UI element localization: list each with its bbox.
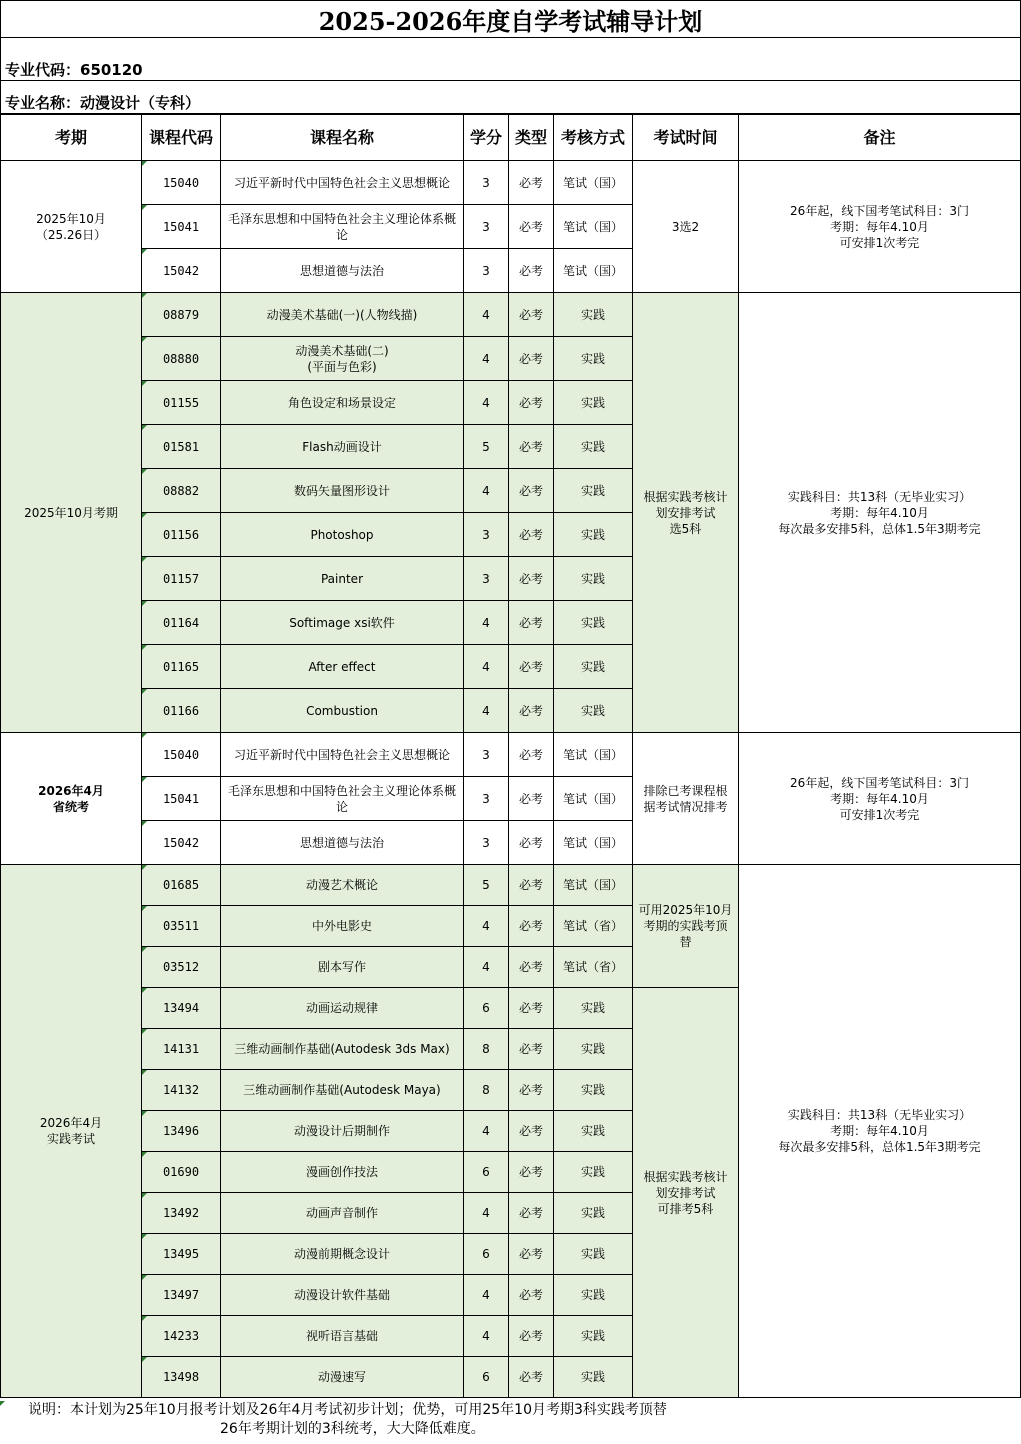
course-name-cell: 剧本写作 [221, 947, 464, 988]
course-code-cell: 15041 [142, 205, 221, 249]
course-name-cell: 毛泽东思想和中国特色社会主义理论体系概论 [221, 777, 464, 821]
course-code-cell: 14131 [142, 1029, 221, 1070]
major-code-row [0, 38, 1021, 81]
type-cell: 必考 [509, 1234, 554, 1275]
course-name-cell: 视听语言基础 [221, 1316, 464, 1357]
assessment-cell: 实践 [554, 1234, 633, 1275]
footnote-line-2: 26年考期计划的3科统考，大大降低难度。 [220, 1421, 485, 1437]
course-code-cell: 15040 [142, 733, 221, 777]
course-code-cell: 13494 [142, 988, 221, 1029]
type-cell: 必考 [509, 1111, 554, 1152]
cell-text-line: 划安排考试 [655, 1185, 716, 1200]
credit-cell: 4 [464, 906, 509, 947]
remark-cell [739, 161, 1021, 293]
type-cell: 必考 [509, 1029, 554, 1070]
cell-text-line: 每次最多安排5科，总体1.5年3期考完 [778, 521, 981, 536]
cell-text-line: 选5科 [669, 521, 702, 536]
type-cell: 必考 [509, 1316, 554, 1357]
assessment-cell: 笔试（省） [554, 947, 633, 988]
course-name-cell: Combustion [221, 689, 464, 733]
cell-text-line: 根据实践考核计 [643, 1169, 728, 1184]
course-name-cell: Painter [221, 557, 464, 601]
type-cell: 必考 [509, 601, 554, 645]
type-cell: 必考 [509, 425, 554, 469]
course-code-cell: 14132 [142, 1070, 221, 1111]
course-name-cell: Flash动画设计 [221, 425, 464, 469]
assessment-cell: 实践 [554, 293, 633, 337]
exam-period-cell [1, 865, 142, 1398]
exam-time-cell [633, 161, 739, 293]
credit-cell: 6 [464, 1234, 509, 1275]
credit-cell: 8 [464, 1070, 509, 1111]
course-name-cell: 动漫设计后期制作 [221, 1111, 464, 1152]
cell-text-line: (平面与色彩) [307, 359, 377, 374]
header-cell: 考期 [1, 115, 142, 161]
credit-cell: 4 [464, 689, 509, 733]
assessment-cell: 实践 [554, 1029, 633, 1070]
assessment-cell: 实践 [554, 1070, 633, 1111]
course-name-cell: 中外电影史 [221, 906, 464, 947]
course-code-cell: 01690 [142, 1152, 221, 1193]
assessment-cell: 实践 [554, 1152, 633, 1193]
credit-cell: 4 [464, 1193, 509, 1234]
course-code-cell: 01164 [142, 601, 221, 645]
type-cell: 必考 [509, 645, 554, 689]
credit-cell: 3 [464, 821, 509, 865]
cell-text-line: 2026年4月 [39, 1116, 103, 1130]
cell-text-line: 考期：每年4.10月 [830, 791, 929, 806]
assessment-cell: 笔试（国） [554, 865, 633, 906]
exam-period-cell [1, 161, 142, 293]
cell-text-line: 实践科目：共13科（无毕业实习） [787, 489, 972, 504]
cell-text-line: 2025年10月考期 [24, 505, 118, 520]
table-row [1, 293, 1021, 337]
credit-cell: 3 [464, 249, 509, 293]
type-cell: 必考 [509, 337, 554, 381]
type-cell: 必考 [509, 1152, 554, 1193]
course-name-cell: 习近平新时代中国特色社会主义思想概论 [221, 161, 464, 205]
course-name-cell: 毛泽东思想和中国特色社会主义理论体系概论 [221, 205, 464, 249]
header-cell: 课程代码 [142, 115, 221, 161]
type-cell: 必考 [509, 906, 554, 947]
credit-cell: 4 [464, 645, 509, 689]
course-code-cell: 13492 [142, 1193, 221, 1234]
course-code-cell: 15042 [142, 249, 221, 293]
major-name: 专业名称：动漫设计（专科） [5, 94, 201, 112]
course-code-cell: 15042 [142, 821, 221, 865]
assessment-cell: 实践 [554, 1111, 633, 1152]
credit-cell: 3 [464, 161, 509, 205]
course-name-cell: 角色设定和场景设定 [221, 381, 464, 425]
header-cell: 课程名称 [221, 115, 464, 161]
type-cell: 必考 [509, 205, 554, 249]
assessment-cell: 实践 [554, 689, 633, 733]
course-name-cell: 思想道德与法治 [221, 249, 464, 293]
credit-cell: 4 [464, 601, 509, 645]
cell-text-line: 考期：每年4.10月 [830, 505, 929, 520]
assessment-cell: 笔试（国） [554, 777, 633, 821]
credit-cell: 4 [464, 1316, 509, 1357]
assessment-cell: 实践 [554, 425, 633, 469]
cell-text-line: 每次最多安排5科，总体1.5年3期考完 [778, 1140, 981, 1154]
type-cell: 必考 [509, 557, 554, 601]
cell-text-line: 根据实践考核计 [643, 489, 728, 504]
course-code-cell: 01155 [142, 381, 221, 425]
cell-text-line: 3选2 [671, 219, 700, 234]
course-code-cell: 01166 [142, 689, 221, 733]
course-name-cell: 动漫艺术概论 [221, 865, 464, 906]
cell-text-line: 2025年10月 [36, 211, 106, 226]
course-name-cell: 三维动画制作基础(Autodesk Maya) [221, 1070, 464, 1111]
course-code-cell: 08880 [142, 337, 221, 381]
credit-cell: 4 [464, 1275, 509, 1316]
type-cell: 必考 [509, 777, 554, 821]
course-name-cell [221, 337, 464, 381]
course-code-cell: 01156 [142, 513, 221, 557]
type-cell: 必考 [509, 821, 554, 865]
course-name-cell: 数码矢量图形设计 [221, 469, 464, 513]
type-cell: 必考 [509, 733, 554, 777]
exam-period-cell [1, 733, 142, 865]
assessment-cell: 实践 [554, 337, 633, 381]
cell-text-line: 实践考试 [46, 1132, 95, 1146]
course-code-cell: 08882 [142, 469, 221, 513]
cell-text-line: 动漫美术基础(二) [295, 343, 389, 358]
course-code-cell: 15041 [142, 777, 221, 821]
type-cell: 必考 [509, 1357, 554, 1398]
assessment-cell: 实践 [554, 557, 633, 601]
cell-text-line: 26年起，线下国考笔试科目：3门 [790, 775, 969, 790]
course-name-cell: 动漫美术基础(一)(人物线描) [221, 293, 464, 337]
course-name-cell: 习近平新时代中国特色社会主义思想概论 [221, 733, 464, 777]
exam-time-cell [633, 733, 739, 865]
cell-text-line: 可安排1次考完 [839, 235, 920, 250]
credit-cell: 3 [464, 205, 509, 249]
course-code-cell: 14233 [142, 1316, 221, 1357]
course-name-cell: 漫画创作技法 [221, 1152, 464, 1193]
credit-cell: 3 [464, 733, 509, 777]
major-code: 专业代码：650120 [5, 61, 143, 79]
type-cell: 必考 [509, 1070, 554, 1111]
type-cell: 必考 [509, 161, 554, 205]
assessment-cell: 实践 [554, 1316, 633, 1357]
cell-text-line: 可排考5科 [657, 1201, 714, 1216]
table-row [1, 161, 1021, 205]
course-code-cell: 01581 [142, 425, 221, 469]
course-code-cell: 03511 [142, 906, 221, 947]
assessment-cell: 笔试（国） [554, 205, 633, 249]
credit-cell: 3 [464, 777, 509, 821]
cell-text-line: 考期的实践考顶 [643, 919, 728, 933]
credit-cell: 6 [464, 1357, 509, 1398]
credit-cell: 4 [464, 337, 509, 381]
course-name-cell: 动漫前期概念设计 [221, 1234, 464, 1275]
cell-text-line: 划安排考试 [655, 505, 716, 520]
cell-text-line: 排除已考课程根 [643, 783, 728, 798]
course-code-cell: 15040 [142, 161, 221, 205]
assessment-cell: 实践 [554, 1275, 633, 1316]
remark-cell [739, 733, 1021, 865]
assessment-cell: 实践 [554, 1193, 633, 1234]
type-cell: 必考 [509, 513, 554, 557]
table-row [1, 865, 1021, 906]
assessment-cell: 实践 [554, 469, 633, 513]
assessment-cell: 笔试（国） [554, 733, 633, 777]
assessment-cell: 实践 [554, 988, 633, 1029]
credit-cell: 3 [464, 513, 509, 557]
cell-text-line: 考期：每年4.10月 [830, 1124, 929, 1138]
cell-text-line: 据考试情况排考 [643, 799, 728, 814]
course-name-cell: 动漫设计软件基础 [221, 1275, 464, 1316]
assessment-cell: 笔试（国） [554, 161, 633, 205]
assessment-cell: 实践 [554, 601, 633, 645]
type-cell: 必考 [509, 947, 554, 988]
cell-text-line: 替 [679, 935, 692, 949]
type-cell: 必考 [509, 865, 554, 906]
cell-text-line: 可用2025年10月 [638, 903, 733, 917]
course-code-cell: 13496 [142, 1111, 221, 1152]
assessment-cell: 笔试（国） [554, 249, 633, 293]
header-cell: 考试时间 [633, 115, 739, 161]
page-title: 2025-2026年度自学考试辅导计划 [0, 0, 1021, 38]
exam-time-cell [633, 293, 739, 733]
cell-text-line: （25.26日） [35, 227, 107, 242]
course-name-cell: 思想道德与法治 [221, 821, 464, 865]
course-name-cell: 动画声音制作 [221, 1193, 464, 1234]
credit-cell: 6 [464, 988, 509, 1029]
cell-text-line: 考期：每年4.10月 [830, 219, 929, 234]
footnote-line-1: 说明：本计划为25年10月报考计划及26年4月考试初步计划；优势，可用25年10月考期3科实践考顶替 [28, 1402, 667, 1418]
type-cell: 必考 [509, 1275, 554, 1316]
course-name-cell: 动漫速写 [221, 1357, 464, 1398]
header-cell: 学分 [464, 115, 509, 161]
course-code-cell: 03512 [142, 947, 221, 988]
type-cell: 必考 [509, 1193, 554, 1234]
course-name-cell: 三维动画制作基础(Autodesk 3ds Max) [221, 1029, 464, 1070]
type-cell: 必考 [509, 469, 554, 513]
cell-text-line: 实践科目：共13科（无毕业实习） [787, 1108, 972, 1122]
exam-time-cell [633, 988, 739, 1398]
assessment-cell: 笔试（国） [554, 821, 633, 865]
assessment-cell: 实践 [554, 645, 633, 689]
exam-period-cell [1, 293, 142, 733]
header-cell: 考核方式 [554, 115, 633, 161]
course-code-cell: 01685 [142, 865, 221, 906]
credit-cell: 5 [464, 865, 509, 906]
credit-cell: 4 [464, 947, 509, 988]
course-name-cell: Softimage xsi软件 [221, 601, 464, 645]
exam-time-cell [633, 865, 739, 988]
assessment-cell: 实践 [554, 381, 633, 425]
cell-text-line: 省统考 [52, 799, 89, 814]
course-code-cell: 01165 [142, 645, 221, 689]
credit-cell: 4 [464, 1111, 509, 1152]
assessment-cell: 实践 [554, 513, 633, 557]
cell-text-line: 2026年4月 [38, 783, 104, 798]
course-name-cell: Photoshop [221, 513, 464, 557]
assessment-cell: 实践 [554, 1357, 633, 1398]
credit-cell: 3 [464, 557, 509, 601]
type-cell: 必考 [509, 381, 554, 425]
type-cell: 必考 [509, 988, 554, 1029]
remark-cell [739, 293, 1021, 733]
header-cell: 备注 [739, 115, 1021, 161]
header-cell: 类型 [509, 115, 554, 161]
course-table [0, 114, 1021, 1398]
credit-cell: 4 [464, 469, 509, 513]
type-cell: 必考 [509, 293, 554, 337]
credit-cell: 6 [464, 1152, 509, 1193]
course-name-cell: After effect [221, 645, 464, 689]
course-code-cell: 13498 [142, 1357, 221, 1398]
assessment-cell: 笔试（省） [554, 906, 633, 947]
course-code-cell: 08879 [142, 293, 221, 337]
cell-text-line: 26年起，线下国考笔试科目：3门 [790, 203, 969, 218]
major-name-row [0, 81, 1021, 114]
cell-marker-icon [0, 1401, 5, 1406]
table-row [1, 733, 1021, 777]
type-cell: 必考 [509, 689, 554, 733]
credit-cell: 8 [464, 1029, 509, 1070]
remark-cell [739, 865, 1021, 1398]
cell-text-line: 可安排1次考完 [839, 807, 920, 822]
credit-cell: 4 [464, 381, 509, 425]
type-cell: 必考 [509, 249, 554, 293]
credit-cell: 4 [464, 293, 509, 337]
course-name-cell: 动画运动规律 [221, 988, 464, 1029]
course-code-cell: 13495 [142, 1234, 221, 1275]
header-row [1, 115, 1021, 161]
credit-cell: 5 [464, 425, 509, 469]
course-code-cell: 01157 [142, 557, 221, 601]
course-code-cell: 13497 [142, 1275, 221, 1316]
